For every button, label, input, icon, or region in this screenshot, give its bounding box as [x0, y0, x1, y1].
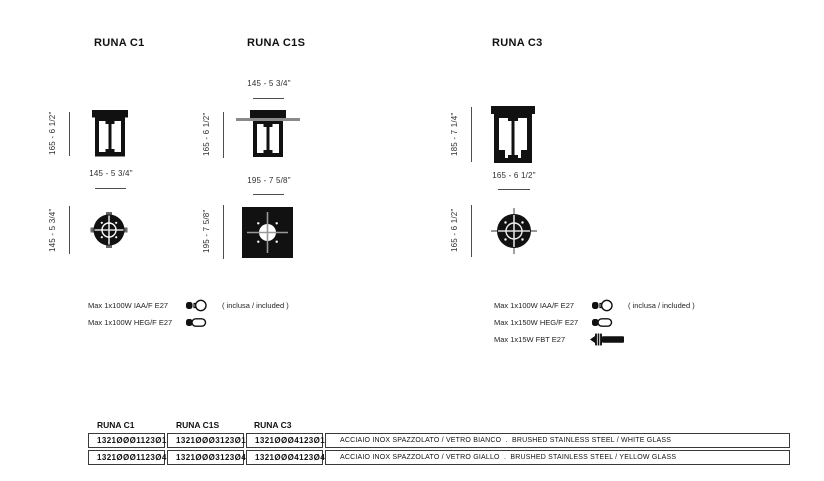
c1s-front-view-drawing [236, 110, 300, 160]
lamp-included-note: ( inclusa / included ) [628, 301, 695, 310]
codes-table-header [88, 420, 790, 430]
c3-front-width-dim: 165 - 6 1/2" [492, 171, 536, 180]
halogen-lamp-icon [186, 316, 207, 329]
lamping-row [88, 299, 368, 312]
lamp-included-note: ( inclusa / included ) [222, 301, 289, 310]
c1s-bottom-dim-line [223, 205, 224, 259]
table-row [88, 450, 790, 465]
c1s-front-dim-line [223, 112, 224, 158]
lamp-spec-label: Max 1x150W HEG/F E27 [494, 318, 579, 327]
product-title-c1: RUNA C1 [94, 37, 145, 49]
c1-front-height-dim: 165 - 6 1/2" [48, 111, 57, 155]
c1-bottom-dim-line [69, 206, 70, 254]
lamp-spec-label: Max 1x15W FBT E27 [494, 335, 566, 344]
lamp-spec-label: Max 1x100W HEG/F E27 [88, 318, 173, 327]
incandescent-bulb-icon [186, 299, 210, 312]
lamping-specs-left [88, 299, 368, 329]
product-title-c3: RUNA C3 [492, 37, 543, 49]
c3-bottom-view-drawing [489, 206, 539, 256]
incandescent-bulb-icon [592, 299, 616, 312]
table-header-c1: RUNA C1 [97, 420, 135, 430]
c3-width-dim-line [498, 189, 530, 190]
lamp-spec-label: Max 1x100W IAA/F E27 [88, 301, 169, 310]
lamping-row [494, 333, 794, 346]
c3-bottom-height-dim: 165 - 6 1/2" [450, 208, 459, 252]
c1s-bottom-height-dim: 195 - 7 5/8" [202, 209, 211, 253]
c1-front-dim-line [69, 112, 70, 156]
product-title-c1s: RUNA C1S [247, 37, 306, 49]
finish-description: ACCIAIO INOX SPAZZOLATO / VETRO BIANCO . BRUSHED STAINLESS STEEL / WHITE GLASS [325, 433, 790, 448]
lamping-row [88, 316, 368, 329]
product-code: 1321ØØØ1123Ø1 [88, 433, 165, 448]
product-code: 1321ØØØ3123Ø4 [167, 450, 244, 465]
c3-bottom-dim-line [471, 205, 472, 257]
table-row [88, 433, 790, 448]
table-header-c3: RUNA C3 [254, 420, 292, 430]
product-code: 1321ØØØ4123Ø1 [246, 433, 323, 448]
table-header-c1s: RUNA C1S [176, 420, 220, 430]
lamping-specs-right [494, 299, 794, 346]
lamping-row [494, 316, 794, 329]
c3-front-dim-line [471, 107, 472, 162]
c1s-width-dim-line [253, 194, 284, 195]
c1-bottom-height-dim: 145 - 5 3/4" [48, 208, 57, 252]
c1s-top-dim-line [253, 98, 284, 99]
c3-front-height-dim: 185 - 7 1/4" [450, 112, 459, 156]
lamping-row [494, 299, 794, 312]
c1-front-view-drawing [87, 110, 133, 157]
c1s-front-height-dim: 165 - 6 1/2" [202, 112, 211, 156]
c1s-top-width-dim: 145 - 5 3/4" [247, 79, 291, 88]
c1-width-dim-line [95, 188, 126, 189]
fluorescent-lamp-icon [590, 332, 626, 347]
product-code: 1321ØØØ1123Ø4 [88, 450, 165, 465]
c1-front-width-dim: 145 - 5 3/4" [89, 169, 133, 178]
c3-front-view-drawing [488, 106, 538, 163]
lamp-spec-label: Max 1x100W IAA/F E27 [494, 301, 575, 310]
halogen-lamp-icon [592, 316, 613, 329]
product-code: 1321ØØØ3123Ø1 [167, 433, 244, 448]
product-code: 1321ØØØ4123Ø4 [246, 450, 323, 465]
c1s-front-width-dim: 195 - 7 5/8" [247, 176, 291, 185]
c1s-bottom-view-drawing [241, 206, 294, 259]
finish-description: ACCIAIO INOX SPAZZOLATO / VETRO GIALLO . BRUSHED STAINLESS STEEL / YELLOW GLASS [325, 450, 790, 465]
c1-bottom-view-drawing [86, 205, 132, 255]
